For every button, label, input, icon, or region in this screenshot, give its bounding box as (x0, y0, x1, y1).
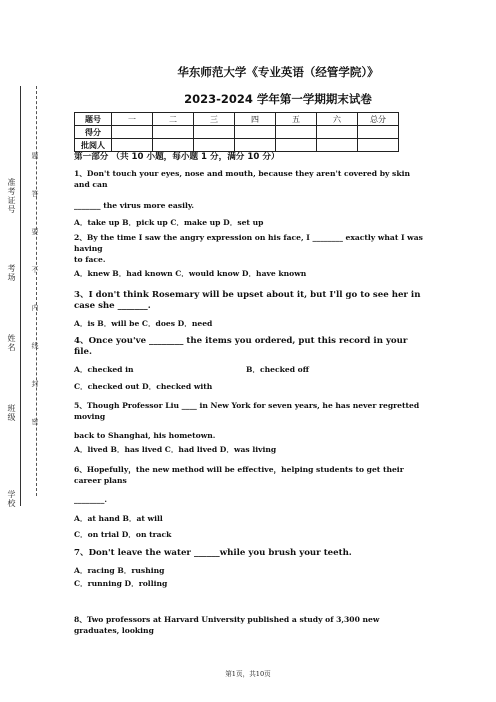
col-header: 三 (194, 113, 235, 126)
question-options: A．racing B．rushing (74, 566, 165, 575)
col-header: 二 (153, 113, 194, 126)
question-stem-cont: back to Shanghai, his hometown. (74, 431, 216, 440)
exam-title: 华东师范大学《专业英语（经管学院）》 (177, 65, 379, 79)
question-stem: 3、I don't think Rosemary will be upset about it, but I'll go to see her in case she _______. (74, 290, 421, 311)
question-stem: 6、Hopefully，the new method will be effective，helping students to get their career plans (74, 465, 404, 485)
label-exam-id: 准考证号 (7, 178, 16, 214)
col-header: 四 (235, 113, 276, 126)
reviewer-row (75, 139, 399, 152)
page-footer: 第1页，共10页 (225, 670, 271, 678)
question-options-row (74, 364, 424, 375)
question-options: A．lived B．has lived C．had lived D．was living (74, 445, 277, 454)
question-2 (74, 232, 424, 279)
question-5 (74, 400, 424, 455)
col-header: 一 (112, 113, 153, 126)
seal-char: 内 (31, 304, 39, 311)
row-label: 批阅人 (75, 139, 112, 152)
question-options: A．take up B．pick up C．make up D．set up (74, 218, 264, 227)
score-cell[interactable] (153, 126, 194, 139)
option: B．checked off (246, 365, 309, 374)
question-options: A．is B．will be C．does D．need (74, 319, 213, 328)
question-stem-cont: to face. (74, 255, 106, 264)
question-stem: 4、Once you've ________ the items you ordered, put this record in your file. (74, 336, 408, 357)
exam-subtitle: 2023-2024 学年第一学期期末试卷 (184, 92, 372, 106)
question-options: A．knew B．had known C．would know D．have known (74, 269, 307, 278)
binding-margin (0, 0, 58, 702)
option: A．checked in (74, 365, 134, 374)
seal-char: 不 (31, 266, 39, 273)
score-cell[interactable] (276, 126, 317, 139)
score-table-header-row (75, 113, 399, 126)
seal-char: 题 (31, 152, 39, 159)
question-options: C．checked out D．checked with (74, 382, 213, 391)
seal-char: 要 (31, 228, 39, 235)
row-label: 得分 (75, 126, 112, 139)
question-7 (74, 548, 424, 589)
reviewer-cell[interactable] (358, 139, 399, 152)
reviewer-cell[interactable] (194, 139, 235, 152)
col-header: 五 (276, 113, 317, 126)
seal-char: 答 (31, 190, 39, 197)
question-8 (74, 614, 424, 636)
question-4 (74, 336, 424, 392)
label-name: 姓名 (7, 334, 16, 352)
label-school: 学校 (7, 490, 16, 508)
question-stem: 5、Though Professor Liu ____ in New York for seven years, he has never regretted moving (74, 401, 420, 421)
reviewer-cell[interactable] (153, 139, 194, 152)
binding-dashed-line (36, 86, 37, 496)
binding-solid-line (20, 86, 21, 506)
score-cell[interactable] (317, 126, 358, 139)
question-stem: 2、By the time I saw the angry expression on his face, I ________ exactly what I was having (74, 233, 423, 253)
question-stem: 7、Don't leave the water ______while you brush your teeth. (74, 548, 352, 558)
question-stem: 8、Two professors at Harvard University published a study of 3,300 new graduates, looking (74, 615, 380, 635)
question-3 (74, 290, 424, 329)
question-6 (74, 464, 424, 540)
questions-area (74, 152, 424, 635)
score-cell[interactable] (194, 126, 235, 139)
seal-char: 封 (31, 380, 39, 387)
score-cell[interactable] (358, 126, 399, 139)
question-1 (74, 168, 424, 228)
question-options: C．running D．rolling (74, 579, 168, 588)
score-table (74, 112, 399, 152)
question-options: C．on trial D．on track (74, 530, 172, 539)
question-stem: 1、Don't touch your eyes, nose and mouth, because they aren't covered by skin and can (74, 169, 411, 189)
question-stem-cont: _______ the virus more easily. (74, 201, 195, 210)
reviewer-cell[interactable] (317, 139, 358, 152)
score-row (75, 126, 399, 139)
label-class: 班级 (7, 404, 16, 422)
reviewer-cell[interactable] (276, 139, 317, 152)
part1-title: 第一部分 （共 10 小题，每小题 1 分，满分 10 分） (74, 152, 280, 162)
seal-char: 密 (31, 418, 39, 425)
question-options: A．at hand B．at will (74, 514, 163, 523)
col-header: 总分 (358, 113, 399, 126)
col-header: 题号 (75, 113, 112, 126)
col-header: 六 (317, 113, 358, 126)
score-cell[interactable] (235, 126, 276, 139)
reviewer-cell[interactable] (235, 139, 276, 152)
question-stem-cont: ________. (74, 495, 108, 504)
score-cell[interactable] (112, 126, 153, 139)
label-exam-room: 考场 (7, 264, 16, 282)
reviewer-cell[interactable] (112, 139, 153, 152)
seal-char: 线 (31, 342, 39, 349)
